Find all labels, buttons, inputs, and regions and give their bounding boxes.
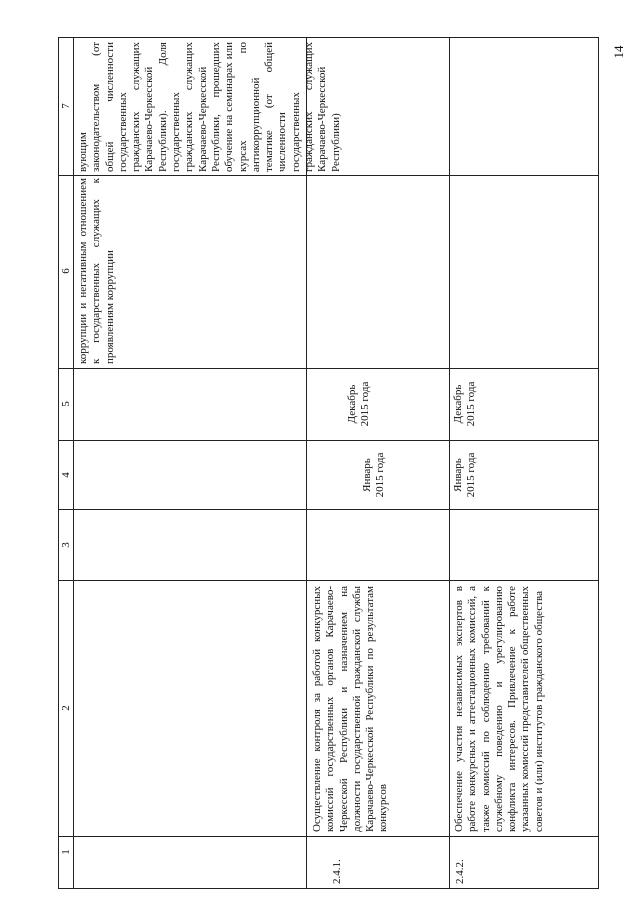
row-1-col7-text: вующим законодательством (от общей численности государственных гражданских служащих Карачаево-Черкесской Республики). Доля государственных гражданских служащих Карачаево-Черкесской Республики, прошедших обучение на семинарах или курсах по антикоррупционной тематике (от общей численности государственных гражданских служащих Карачаево-Черкесской Республики) <box>77 42 342 172</box>
row-2-number: 2.4.1. <box>331 859 343 884</box>
column-header-3: 3 <box>60 542 72 548</box>
column-header-5: 5 <box>60 401 72 407</box>
column-header-6: 6 <box>60 268 72 274</box>
column-header-2: 2 <box>60 705 72 711</box>
row-3-end-date: Декабрь 2015 года <box>452 381 477 427</box>
row-1-col6-text: коррупции и негативным отношением к государственных служащих к проявлениям коррупции <box>77 178 116 364</box>
column-header-7: 7 <box>60 103 72 109</box>
row-3-start-date: Январь 2015 года <box>452 452 477 498</box>
page-number: 14 <box>611 45 626 59</box>
column-header-1: 1 <box>60 849 72 855</box>
row-3-col2-text: Обеспечение участия независимых экспертов в работе конкурсных и аттестационных комиссий, а также комиссий по соблюдению требований к служебному поведению и урегулированию конфликта интересов. Привлечение к работе указанных комиссий представителей общественных советов и (или) институтов гражданского общества <box>453 586 545 832</box>
row-2-col2-text: Осуществление контроля за работой конкурсных комиссий государственных органов Карачаево-Черкесской Республики и назначением на должности государственной гражданской службы Карачаево-Черкесской Республики по результатам конкурсов <box>311 586 390 832</box>
column-header-4: 4 <box>60 472 72 478</box>
row-2-start-date: Январь 2015 года <box>361 452 386 498</box>
row-2-end-date: Декабрь 2015 года <box>346 381 371 427</box>
row-3-number: 2.4.2. <box>454 859 466 884</box>
